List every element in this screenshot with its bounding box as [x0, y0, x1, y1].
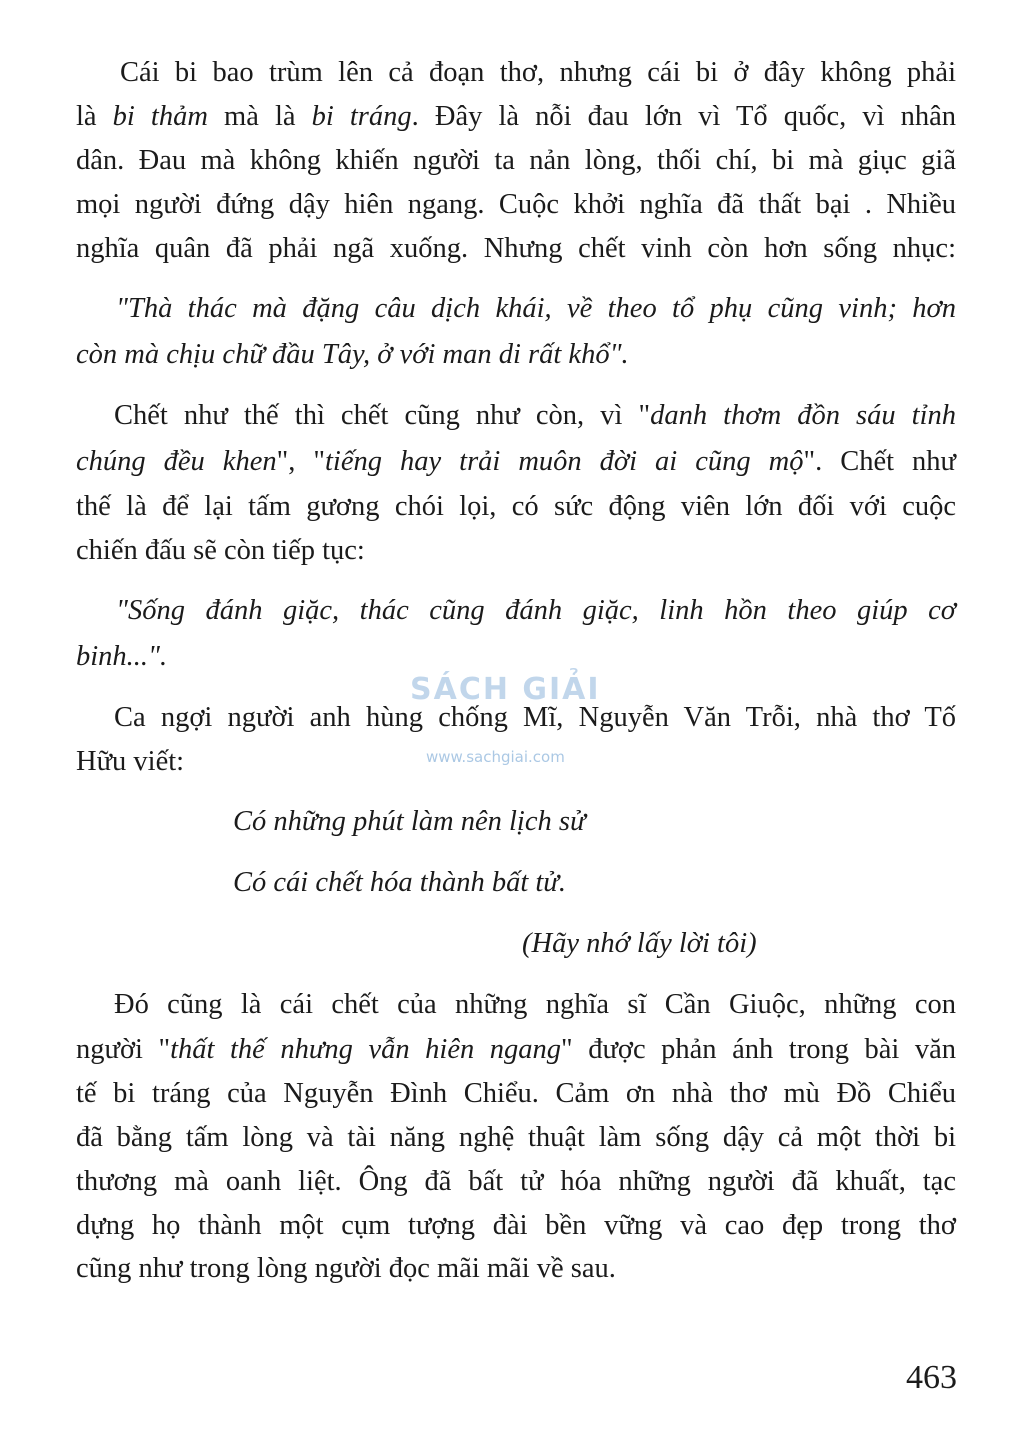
- paragraph-4-line-1: Đó cũng là cái chết của những nghĩa sĩ Cần Giuộc, những con: [114, 989, 956, 1020]
- text: là: [76, 101, 113, 132]
- paragraph-4-line-6: dựng họ thành một cụm tượng đài bền vững và cao đẹp trong thơ: [76, 1210, 956, 1241]
- text: " được phản ánh trong bài văn: [561, 1034, 957, 1065]
- paragraph-1-line-1: Cái bi bao trùm lên cả đoạn thơ, nhưng cái bi ở đây không phải: [120, 57, 956, 88]
- paragraph-4-line-2: [76, 1033, 956, 1067]
- emphasis-bi-trang: bi tráng: [311, 101, 412, 132]
- paragraph-1-line-2: [76, 100, 956, 134]
- paragraph-1-line-3: dân. Đau mà không khiến người ta nản lòng, thối chí, bi mà giục giã: [76, 145, 956, 176]
- quote-chung-deu-khen: chúng đều khen: [76, 446, 277, 477]
- quote-2-line-2: binh...".: [76, 641, 168, 672]
- paragraph-2-line-4: chiến đấu sẽ còn tiếp tục:: [76, 535, 365, 566]
- paragraph-4-line-3: tế bi tráng của Nguyễn Đình Chiểu. Cảm ơn nhà thơ mù Đồ Chiểu: [76, 1078, 956, 1109]
- paragraph-4-line-7: cũng như trong lòng người đọc mãi mãi về sau.: [76, 1253, 616, 1284]
- quote-danh-thom: danh thơm đồn sáu tỉnh: [650, 400, 957, 431]
- page-number: 463: [906, 1359, 957, 1396]
- quote-1-line-1: "Thà thác mà đặng câu dịch khái, về theo tổ phụ cũng vinh; hơn: [116, 293, 956, 324]
- watermark-logo: SÁCH GIẢI: [410, 672, 601, 707]
- poem-line-2: Có cái chết hóa thành bất tử.: [233, 867, 566, 898]
- poem-source: (Hãy nhớ lấy lời tôi): [522, 928, 757, 959]
- paragraph-1-line-5: nghĩa quân đã phải ngã xuống. Nhưng chết vinh còn hơn sống nhục:: [76, 233, 956, 264]
- paragraph-4-line-4: đã bằng tấm lòng và tài năng nghệ thuật làm sống dậy cả một thời bi: [76, 1122, 956, 1153]
- quote-that-the: thất thế nhưng vẫn hiên ngang: [170, 1034, 562, 1065]
- paragraph-2-line-2: [76, 445, 956, 479]
- text: người ": [76, 1034, 171, 1065]
- text: . Đây là nỗi đau lớn vì Tổ quốc, vì nhân: [411, 101, 956, 132]
- text: ", ": [276, 446, 326, 477]
- watermark-url: www.sachgiai.com: [426, 748, 565, 766]
- paragraph-2-line-1: [114, 399, 956, 433]
- quote-2-line-1: "Sống đánh giặc, thác cũng đánh giặc, linh hồn theo giúp cơ: [116, 595, 956, 626]
- text: mà là: [207, 101, 312, 132]
- paragraph-4-line-5: thương mà oanh liệt. Ông đã bất tử hóa những người đã khuất, tạc: [76, 1166, 956, 1197]
- paragraph-3-line-2: Hữu viết:: [76, 746, 185, 777]
- quote-tieng-hay: tiếng hay trải muôn đời ai cũng mộ: [325, 446, 804, 477]
- paragraph-2-line-3: thế là để lại tấm gương chói lọi, có sức động viên lớn đối với cuộc: [76, 491, 956, 522]
- paragraph-3-line-1: Ca ngợi người anh hùng chống Mĩ, Nguyễn Văn Trỗi, nhà thơ Tố: [114, 702, 956, 733]
- paragraph-1-line-4: mọi người đứng dậy hiên ngang. Cuộc khởi nghĩa đã thất bại . Nhiều: [76, 189, 956, 220]
- quote-1-line-2: còn mà chịu chữ đầu Tây, ở với man di rất khổ".: [76, 339, 629, 370]
- text: Chết như thế thì chết cũng như còn, vì ": [114, 400, 651, 431]
- poem-line-1: Có những phút làm nên lịch sử: [233, 806, 586, 837]
- text: ". Chết như: [803, 446, 956, 477]
- emphasis-bi-tham: bi thảm: [112, 101, 208, 132]
